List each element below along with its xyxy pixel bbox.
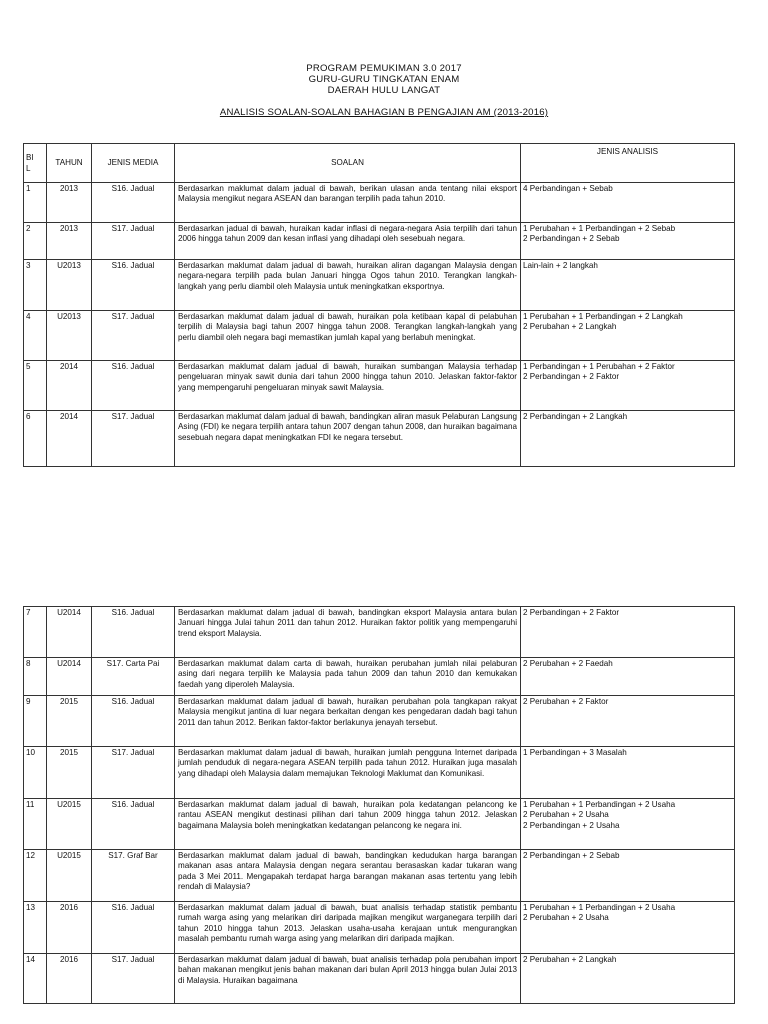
row-tahun: U2013 bbox=[47, 311, 92, 361]
row-bil: 6 bbox=[24, 411, 47, 467]
analisis-line: 1 Perubahan + 1 Perbandingan + 2 Usaha bbox=[523, 800, 676, 809]
table-row bbox=[24, 183, 735, 223]
row-tahun: 2014 bbox=[47, 411, 92, 467]
analysis-table-page-1 bbox=[23, 143, 735, 467]
row-tahun: 2016 bbox=[47, 902, 92, 954]
row-jenis-analisis bbox=[521, 658, 735, 696]
row-tahun: 2013 bbox=[47, 223, 92, 260]
analisis-line: 2 Perubahan + 2 Langkah bbox=[523, 322, 617, 332]
table-body-page-2 bbox=[24, 607, 735, 1004]
table-row bbox=[24, 902, 735, 954]
row-jenis-media: S17. Jadual bbox=[92, 954, 175, 1004]
row-soalan: Berdasarkan maklumat dalam carta di bawah, huraikan perubahan jumlah nilai pelaburan asing dari negara terpilih ke Malaysia pada tahun 2009 dan tahun 2010 dan kemukakan faedah yang diperoleh Malaysia. bbox=[175, 658, 521, 696]
row-jenis-media: S16. Jadual bbox=[92, 799, 175, 850]
table-row bbox=[24, 799, 735, 850]
analysis-table-page-2 bbox=[23, 606, 735, 1004]
analisis-line: 2 Perubahan + 2 Langkah bbox=[523, 955, 617, 964]
row-tahun: 2016 bbox=[47, 954, 92, 1004]
col-header-bil: BI L bbox=[24, 144, 47, 183]
row-bil: 4 bbox=[24, 311, 47, 361]
program-group: GURU-GURU TINGKATAN ENAM bbox=[308, 74, 460, 85]
row-bil: 2 bbox=[24, 223, 47, 260]
row-jenis-analisis bbox=[521, 183, 735, 223]
analisis-line: 2 Perubahan + 2 Usaha bbox=[523, 913, 609, 923]
analisis-line: 1 Perbandingan + 1 Perubahan + 2 Faktor bbox=[523, 362, 675, 371]
row-bil: 3 bbox=[24, 260, 47, 311]
row-bil: 13 bbox=[24, 902, 47, 954]
analisis-line: 2 Perbandingan + 2 Langkah bbox=[523, 412, 628, 421]
row-tahun: U2015 bbox=[47, 799, 92, 850]
row-jenis-analisis bbox=[521, 850, 735, 902]
row-bil: 8 bbox=[24, 658, 47, 696]
row-soalan: Berdasarkan maklumat dalam jadual di bawah, berikan ulasan anda tentang nilai eksport Malaysia mengikut negara ASEAN dan barangan terpilih pada tahun 2010. bbox=[175, 183, 521, 223]
table-row bbox=[24, 411, 735, 467]
table-row bbox=[24, 850, 735, 902]
row-soalan: Berdasarkan maklumat dalam jadual di bawah, buat analisis terhadap pola perubahan import bahan makanan mengikut jenis bahan makanan dari bulan April 2013 hingga bulan Julai 2013 di Malaysia. Huraikan bagaimana bbox=[175, 954, 521, 1004]
row-tahun: U2014 bbox=[47, 658, 92, 696]
row-soalan: Berdasarkan maklumat dalam jadual di bawah, bandingkan kedudukan harga barangan makanan asas antara Malaysia dengan negara serantau berasaskan kadar tukaran wang pada 3 Mei 2011. Mengapakah terdapat harga barangan makanan asas tertentu yang lebih rendah di Malaysia? bbox=[175, 850, 521, 902]
row-jenis-media: S17. Jadual bbox=[92, 223, 175, 260]
row-jenis-analisis bbox=[521, 223, 735, 260]
row-soalan: Berdasarkan maklumat dalam jadual di bawah, huraikan pola kedatangan pelancong ke rantau ASEAN mengikut destinasi pilihan dari tahun 2009 hingga tahun 2012. Jelaskan bagaimana Malaysia boleh meningkatkan kedatangan pelancong ke negara ini. bbox=[175, 799, 521, 850]
col-header-soalan: SOALAN bbox=[175, 144, 521, 183]
analisis-line: Lain-lain + 2 langkah bbox=[523, 261, 598, 270]
row-soalan: Berdasarkan maklumat dalam jadual di bawah, huraikan aliran dagangan Malaysia dengan negara-negara terpilih pada bulan Januari hingga Ogos tahun 2010. Terangkan langkah-langkah yang perlu diambil oleh Malaysia untuk meningkatkan eksportnya. bbox=[175, 260, 521, 311]
table-row bbox=[24, 696, 735, 747]
row-bil: 14 bbox=[24, 954, 47, 1004]
row-soalan: Berdasarkan maklumat dalam jadual di bawah, buat analisis terhadap statistik pembantu rumah warga asing yang melarikan diri daripada majikan mengikut warganegara terpilih dari tahun 2010 hingga tahun 2013. Jelaskan usaha-usaha kerajaan untuk mengurangkan masalah pembantu rumah warga asing yang melarikan diri daripada majikan. bbox=[175, 902, 521, 954]
row-bil: 10 bbox=[24, 747, 47, 799]
row-jenis-media: S17. Graf Bar bbox=[92, 850, 175, 902]
table-row bbox=[24, 260, 735, 311]
row-soalan: Berdasarkan maklumat dalam jadual di bawah, huraikan pola ketibaan kapal di pelabuhan terpilih di Malaysia bagi tahun 2007 hingga tahun 2008. Terangkan langkah-langkah yang perlu diambil oleh negara bagi memastikan jumlah kapal yang berlabuh meningkat. bbox=[175, 311, 521, 361]
row-jenis-media: S17. Jadual bbox=[92, 311, 175, 361]
analisis-line: 2 Perbandingan + 2 Usaha bbox=[523, 820, 620, 830]
row-soalan: Berdasarkan maklumat dalam jadual di bawah, huraikan perubahan pola tangkapan rakyat Malaysia mengikut jantina di luar negara berkaitan dengan kes pengedaran dadah bagi tahun 2011 dan tahun 2012. Berikan faktor-faktor berlakunya jenayah tersebut. bbox=[175, 696, 521, 747]
row-soalan: Berdasarkan maklumat dalam jadual di bawah, huraikan jumlah pengguna Internet daripada jumlah penduduk di negara-negara ASEAN terpilih pada tahun 2012. Huraikan juga masalah yang dihadapi oleh Malaysia dalam memajukan Teknologi Maklumat dan Komunikasi. bbox=[175, 747, 521, 799]
row-jenis-analisis bbox=[521, 260, 735, 311]
analisis-line: 2 Perubahan + 2 Faktor bbox=[523, 697, 609, 706]
program-title: PROGRAM PEMUKIMAN 3.0 2017 bbox=[306, 63, 462, 74]
row-soalan: Berdasarkan jadual di bawah, huraikan kadar inflasi di negara-negara Asia terpilih dari tahun 2006 hingga tahun 2009 dan kesan inflasi yang dihadapi oleh sesebuah negara. bbox=[175, 223, 521, 260]
analisis-line: 2 Perubahan + 2 Faedah bbox=[523, 659, 613, 668]
table-row bbox=[24, 747, 735, 799]
row-soalan: Berdasarkan maklumat dalam jadual di bawah, bandingkan eksport Malaysia antara bulan Januari hingga Julai tahun 2011 dan tahun 2012. Huraikan faktor politik yang mempengaruhi trend eksport Malaysia. bbox=[175, 607, 521, 658]
table-row bbox=[24, 223, 735, 260]
row-jenis-analisis bbox=[521, 902, 735, 954]
row-jenis-media: S16. Jadual bbox=[92, 183, 175, 223]
analisis-line: 1 Perbandingan + 3 Masalah bbox=[523, 748, 627, 757]
row-jenis-analisis bbox=[521, 799, 735, 850]
analisis-line: 2 Perbandingan + 2 Faktor bbox=[523, 372, 620, 382]
table-row bbox=[24, 311, 735, 361]
analisis-line: 4 Perbandingan + Sebab bbox=[523, 184, 613, 193]
row-jenis-media: S16. Jadual bbox=[92, 260, 175, 311]
row-tahun: 2015 bbox=[47, 696, 92, 747]
row-tahun: U2015 bbox=[47, 850, 92, 902]
row-tahun: 2015 bbox=[47, 747, 92, 799]
row-jenis-analisis bbox=[521, 954, 735, 1004]
analisis-line: 2 Perbandingan + 2 Faktor bbox=[523, 608, 620, 617]
analysis-subtitle: ANALISIS SOALAN-SOALAN BAHAGIAN B PENGAJIAN AM (2013-2016) bbox=[219, 107, 549, 118]
row-jenis-analisis bbox=[521, 747, 735, 799]
row-jenis-media: S16. Jadual bbox=[92, 361, 175, 411]
row-bil: 11 bbox=[24, 799, 47, 850]
program-district: DAERAH HULU LANGAT bbox=[327, 85, 441, 96]
row-jenis-media: S17. Jadual bbox=[92, 747, 175, 799]
row-bil: 7 bbox=[24, 607, 47, 658]
row-bil: 9 bbox=[24, 696, 47, 747]
table-header-row bbox=[24, 144, 735, 183]
row-tahun: U2013 bbox=[47, 260, 92, 311]
analisis-line: 1 Perubahan + 1 Perbandingan + 2 Langkah bbox=[523, 312, 683, 321]
col-header-jenis-analisis: JENIS ANALISIS bbox=[521, 144, 735, 183]
row-jenis-media: S17. Carta Pai bbox=[92, 658, 175, 696]
row-soalan: Berdasarkan maklumat dalam jadual di bawah, huraikan sumbangan Malaysia terhadap pengeluaran minyak sawit dunia dari tahun 2000 hingga tahun 2010. Jelaskan faktor-faktor yang mempengaruhi pengeluaran minyak sawit Malaysia. bbox=[175, 361, 521, 411]
analisis-line: 2 Perubahan + 2 Usaha bbox=[523, 810, 609, 820]
row-tahun: U2014 bbox=[47, 607, 92, 658]
analisis-line: 2 Perbandingan + 2 Sebab bbox=[523, 234, 620, 244]
row-jenis-media: S16. Jadual bbox=[92, 696, 175, 747]
row-jenis-media: S17. Jadual bbox=[92, 411, 175, 467]
row-jenis-analisis bbox=[521, 311, 735, 361]
row-tahun: 2014 bbox=[47, 361, 92, 411]
table-body-page-1 bbox=[24, 183, 735, 467]
row-bil: 12 bbox=[24, 850, 47, 902]
row-jenis-analisis bbox=[521, 411, 735, 467]
row-tahun: 2013 bbox=[47, 183, 92, 223]
row-jenis-media: S16. Jadual bbox=[92, 902, 175, 954]
row-bil: 5 bbox=[24, 361, 47, 411]
row-jenis-analisis bbox=[521, 361, 735, 411]
col-header-jenis-media: JENIS MEDIA bbox=[92, 144, 175, 183]
table-row bbox=[24, 607, 735, 658]
col-header-tahun: TAHUN bbox=[47, 144, 92, 183]
row-jenis-media: S16. Jadual bbox=[92, 607, 175, 658]
analisis-line: 2 Perbandingan + 2 Sebab bbox=[523, 851, 620, 860]
table-row bbox=[24, 954, 735, 1004]
row-soalan: Berdasarkan maklumat dalam jadual di bawah, bandingkan aliran masuk Pelaburan Langsung Asing (FDI) ke negara terpilih antara tahun 2007 dengan tahun 2008, dan huraikan bagaimana sesebuah negara dapat meningkatkan FDI ke negara tersebut. bbox=[175, 411, 521, 467]
row-jenis-analisis bbox=[521, 696, 735, 747]
row-bil: 1 bbox=[24, 183, 47, 223]
document-header bbox=[0, 63, 768, 118]
table-row bbox=[24, 361, 735, 411]
table-row bbox=[24, 658, 735, 696]
analisis-line: 1 Perubahan + 1 Perbandingan + 2 Sebab bbox=[523, 224, 676, 233]
analisis-line: 1 Perubahan + 1 Perbandingan + 2 Usaha bbox=[523, 903, 676, 912]
row-jenis-analisis bbox=[521, 607, 735, 658]
